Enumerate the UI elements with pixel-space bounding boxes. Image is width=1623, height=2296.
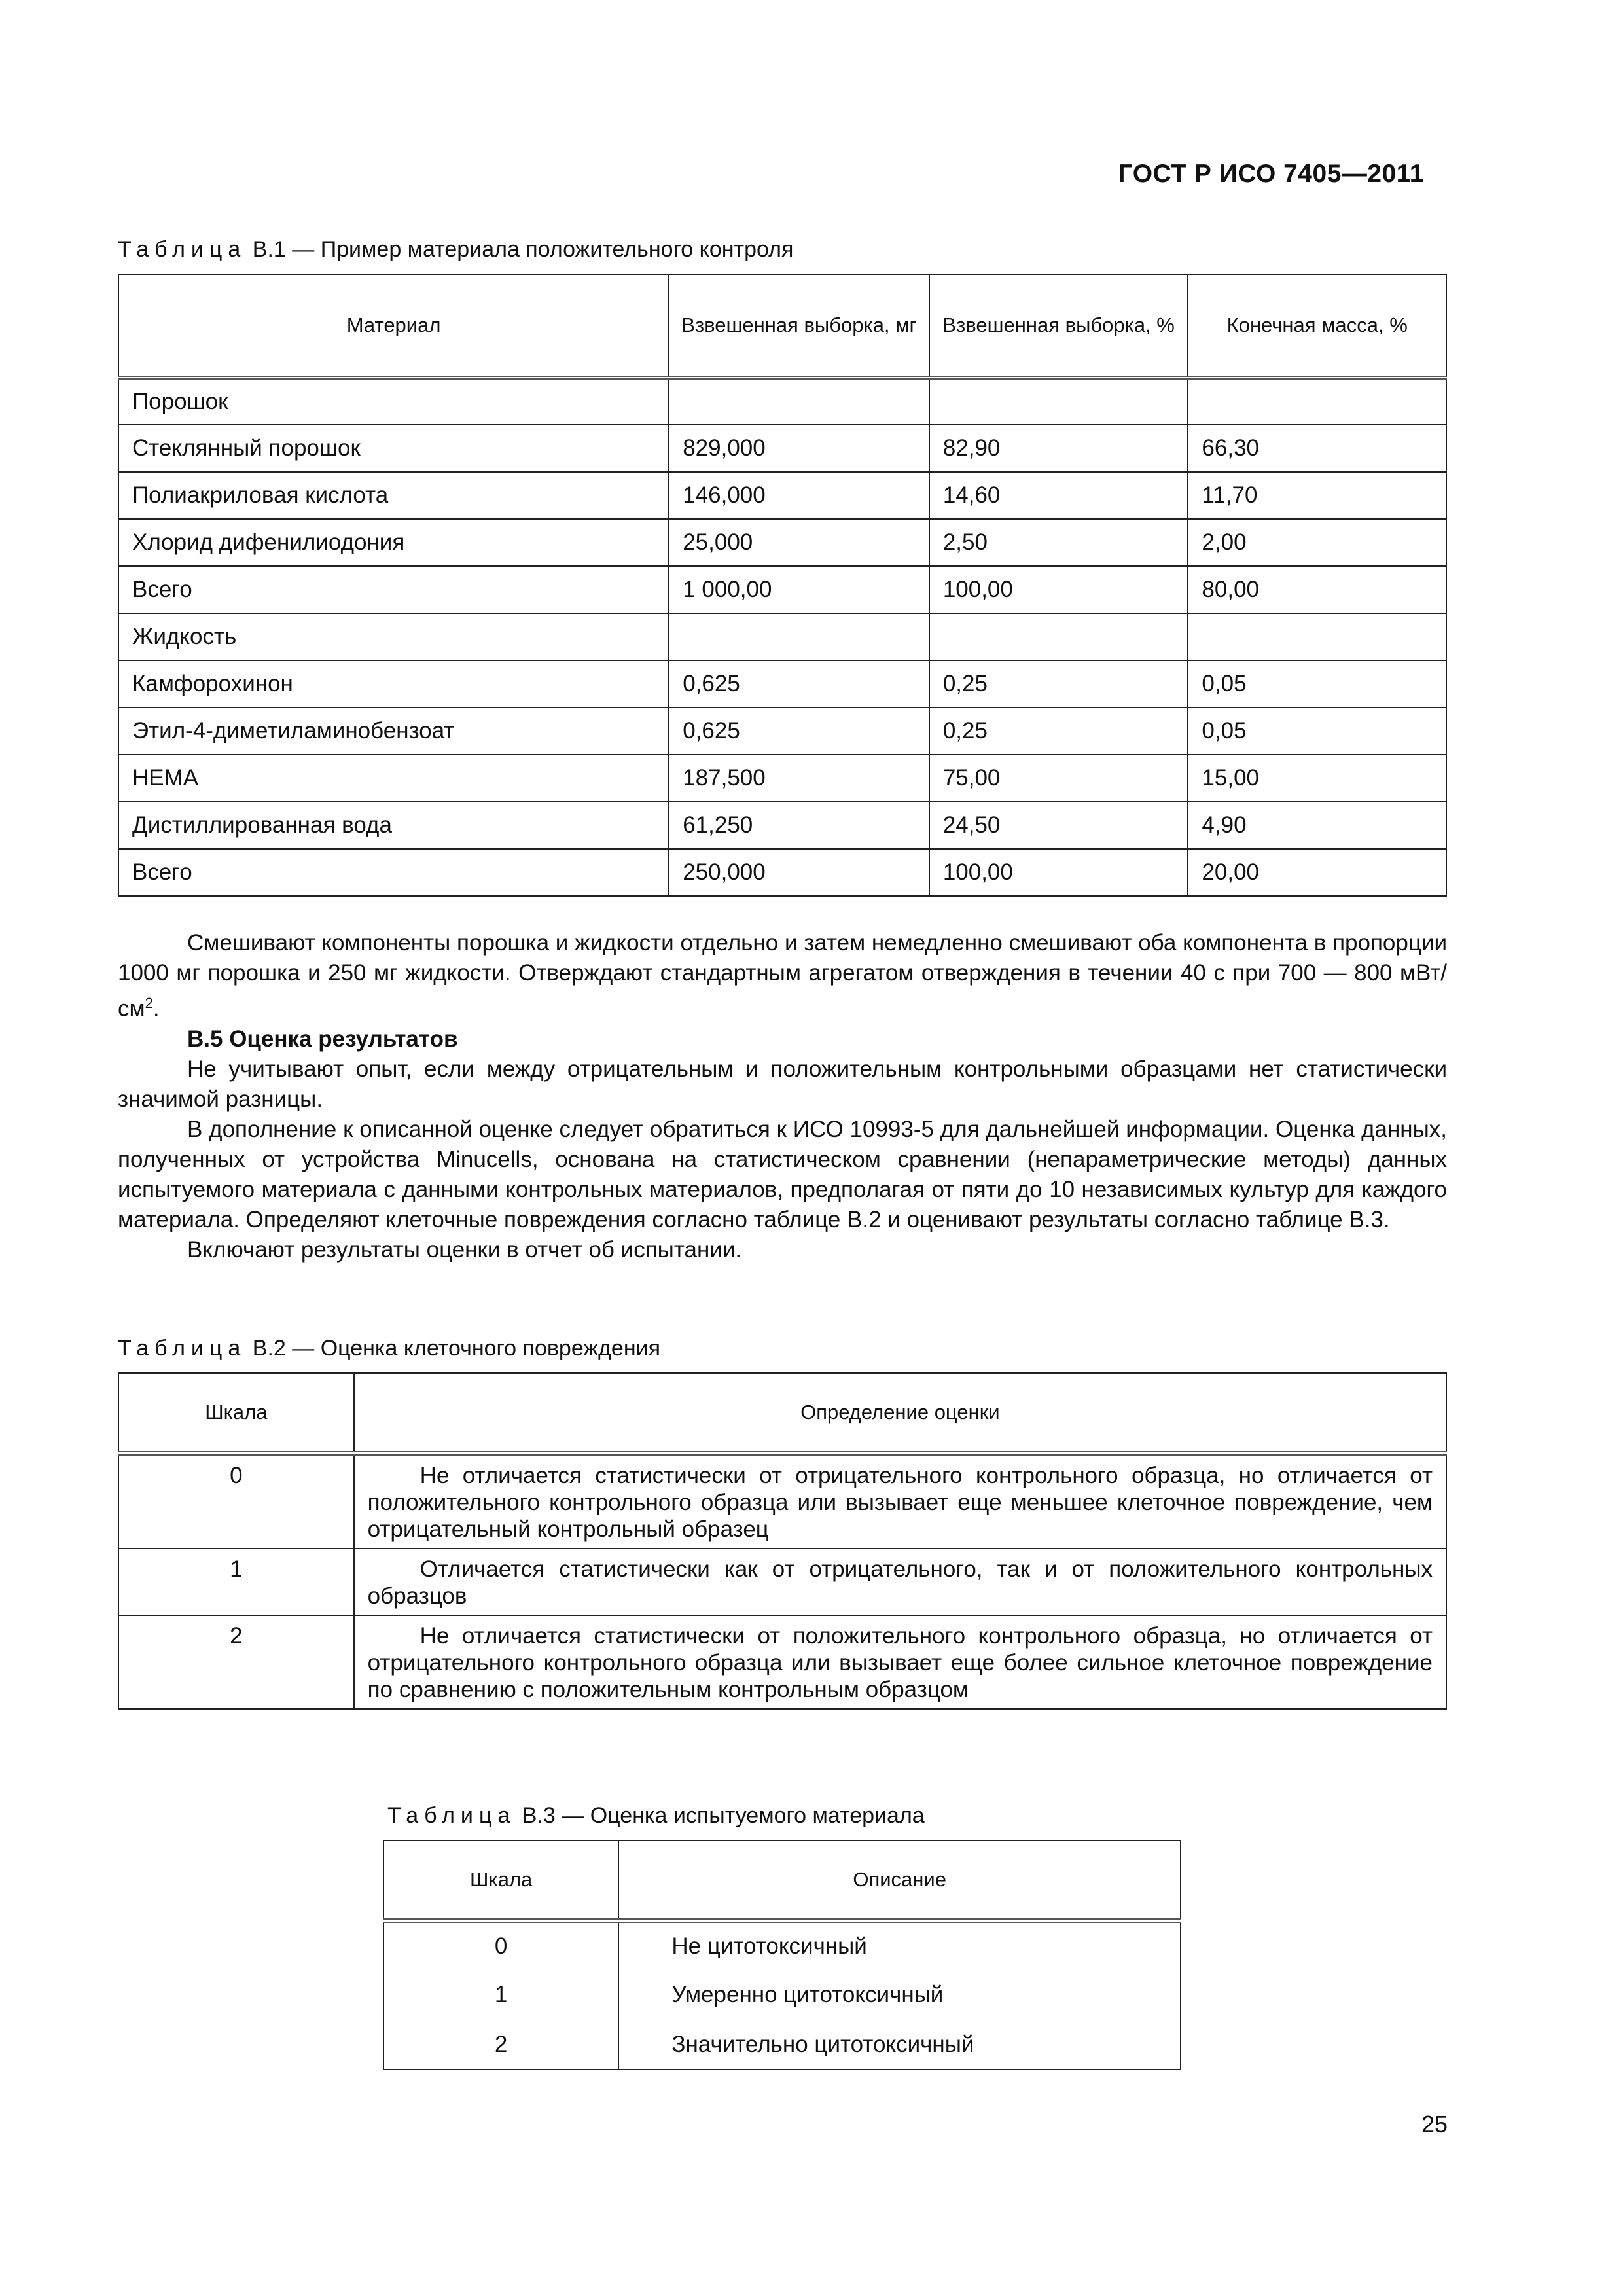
cell: 0,05: [1188, 660, 1446, 708]
table2-caption: [118, 1336, 660, 1361]
cell: [1188, 613, 1446, 660]
cell: Умеренно цитотоксичный: [618, 1970, 1181, 2020]
table-row: [118, 1615, 1446, 1709]
table-row: [118, 566, 1446, 613]
cell: 250,000: [669, 849, 929, 896]
header-final-mass: Конечная масса, %: [1188, 274, 1446, 378]
cell: 187,500: [669, 755, 929, 802]
cell: 82,90: [929, 425, 1188, 472]
table-row: [118, 849, 1446, 896]
cell: 0,625: [669, 660, 929, 708]
section-heading: B.5 Оценка результатов: [187, 1026, 458, 1052]
superscript: 2: [145, 995, 153, 1011]
mixing-text: Смешивают компоненты порошка и жидкости отдельно и затем немедленно смешивают оба компонента в пропорции 1000 мг порошка и 250 мг жидкости. Отверждают стандартным агрегатом отверждения в течении 40 с при 700 — 800 мВт/см: [118, 930, 1447, 1022]
cell: 25,000: [669, 519, 929, 566]
cell: 100,00: [929, 566, 1188, 613]
cell: 0,05: [1188, 708, 1446, 755]
cell: [929, 613, 1188, 660]
cell: 11,70: [1188, 472, 1446, 519]
table-header-row: [118, 274, 1446, 378]
cell: 0,25: [929, 660, 1188, 708]
cell: Стеклянный порошок: [118, 425, 669, 472]
cell: 2,50: [929, 519, 1188, 566]
table3-caption: [387, 1803, 925, 1829]
table-row: [118, 472, 1446, 519]
table1-caption-text: B.1 — Пример материала положительного контроля: [252, 237, 794, 262]
table-row: [118, 1453, 1446, 1549]
page-number: 25: [1421, 2111, 1448, 2138]
table2-caption-word: Таблица: [118, 1336, 247, 1361]
paragraph: В дополнение к описанной оценке следует обратиться к ИСО 10993-5 для дальнейшей информации. Оценка данных, полученных от устройства Minucells, основана на статистическом сравнении (непараметрические методы) данных испытуемого материала с данными контрольных материалов, предполагая от пяти до 10 независимых культур для каждого материала. Определяют клеточные повреждения согласно таблице B.2 и оценивают результаты согласно таблице B.3.: [118, 1116, 1447, 1232]
cell: Полиакриловая кислота: [118, 472, 669, 519]
document-code: ГОСТ Р ИСО 7405—2011: [1118, 160, 1424, 188]
cell: 2,00: [1188, 519, 1446, 566]
cell: 829,000: [669, 425, 929, 472]
header-description: Описание: [618, 1840, 1181, 1920]
cell: 0: [118, 1453, 354, 1549]
header-scale: Шкала: [383, 1840, 618, 1920]
cell: Дистиллированная вода: [118, 802, 669, 849]
table-row: [118, 755, 1446, 802]
table2-caption-text: B.2 — Оценка клеточного повреждения: [252, 1336, 661, 1361]
table-row: [383, 1920, 1181, 1970]
table-row: [118, 378, 1446, 425]
mixing-paragraph: [118, 928, 1447, 1024]
table1-caption: [118, 237, 793, 262]
cell: Порошок: [118, 378, 669, 425]
cell: Всего: [118, 849, 669, 896]
cell-text: Не отличается статистически от отрицательного контрольного образца, но отличается от положительного контрольного образца или вызывает еще меньшее клеточное повреждение, чем отрицательный контрольный образец: [367, 1462, 1433, 1542]
cell: HEMA: [118, 755, 669, 802]
cell: [354, 1615, 1446, 1709]
paragraph: Не учитывают опыт, если между отрицательным и положительным контрольными образцами нет статистически значимой разницы.: [118, 1056, 1447, 1112]
table-row: [118, 425, 1446, 472]
body-text: [118, 928, 1447, 1265]
header-weighed-percent: Взвешенная выборка, %: [929, 274, 1188, 378]
cell: 20,00: [1188, 849, 1446, 896]
cell: 24,50: [929, 802, 1188, 849]
cell: [929, 378, 1188, 425]
cell: Жидкость: [118, 613, 669, 660]
cell: 100,00: [929, 849, 1188, 896]
table-row: [118, 802, 1446, 849]
table3-caption-text: B.3 — Оценка испытуемого материала: [522, 1803, 925, 1828]
cell: 75,00: [929, 755, 1188, 802]
header-weighed-mg: Взвешенная выборка, мг: [669, 274, 929, 378]
table-row: [118, 519, 1446, 566]
cell: 0: [383, 1920, 618, 1970]
period: .: [152, 996, 160, 1022]
cell: 0,25: [929, 708, 1188, 755]
cell: 80,00: [1188, 566, 1446, 613]
table-row: [118, 708, 1446, 755]
cell: 146,000: [669, 472, 929, 519]
positive-control-table: [118, 274, 1447, 897]
header-material: Материал: [118, 274, 669, 378]
cell: 1 000,00: [669, 566, 929, 613]
cell: Хлорид дифенилиодония: [118, 519, 669, 566]
table-header-row: [383, 1840, 1181, 1920]
cell: 0,625: [669, 708, 929, 755]
table-header-row: [118, 1373, 1446, 1453]
cell: [354, 1453, 1446, 1549]
cell: 15,00: [1188, 755, 1446, 802]
cell: 61,250: [669, 802, 929, 849]
cell: 66,30: [1188, 425, 1446, 472]
cell: 2: [383, 2020, 618, 2070]
cell: Не цитотоксичный: [618, 1920, 1181, 1970]
header-scale: Шкала: [118, 1373, 354, 1453]
table-row: [118, 660, 1446, 708]
cell: 14,60: [929, 472, 1188, 519]
cell: Значительно цитотоксичный: [618, 2020, 1181, 2070]
table3-caption-word: Таблица: [387, 1803, 516, 1828]
cell: [354, 1549, 1446, 1615]
cell: [669, 613, 929, 660]
cell: [669, 378, 929, 425]
table-row: [118, 613, 1446, 660]
cell: Этил-4-диметиламинобензоат: [118, 708, 669, 755]
table-row: [118, 1549, 1446, 1615]
table-row: [383, 1970, 1181, 2020]
cell-text: Отличается статистически как от отрицательного, так и от положительного контрольных образцов: [367, 1556, 1433, 1609]
cell: 1: [118, 1549, 354, 1615]
material-evaluation-table: [383, 1840, 1181, 2070]
header-definition: Определение оценки: [354, 1373, 1446, 1453]
cell: Всего: [118, 566, 669, 613]
cell: 1: [383, 1970, 618, 2020]
cell: Камфорохинон: [118, 660, 669, 708]
table-row: [383, 2020, 1181, 2070]
table1-caption-word: Таблица: [118, 237, 247, 262]
cell: 2: [118, 1615, 354, 1709]
cell: 4,90: [1188, 802, 1446, 849]
cell: [1188, 378, 1446, 425]
paragraph: Включают результаты оценки в отчет об испытании.: [187, 1236, 742, 1263]
cell-damage-table: [118, 1372, 1447, 1710]
cell-text: Не отличается статистически от положительного контрольного образца, но отличается от отрицательного контрольного образца или вызывает еще более сильное клеточное повреждение по сравнению с положительным контрольным образцом: [367, 1623, 1433, 1702]
